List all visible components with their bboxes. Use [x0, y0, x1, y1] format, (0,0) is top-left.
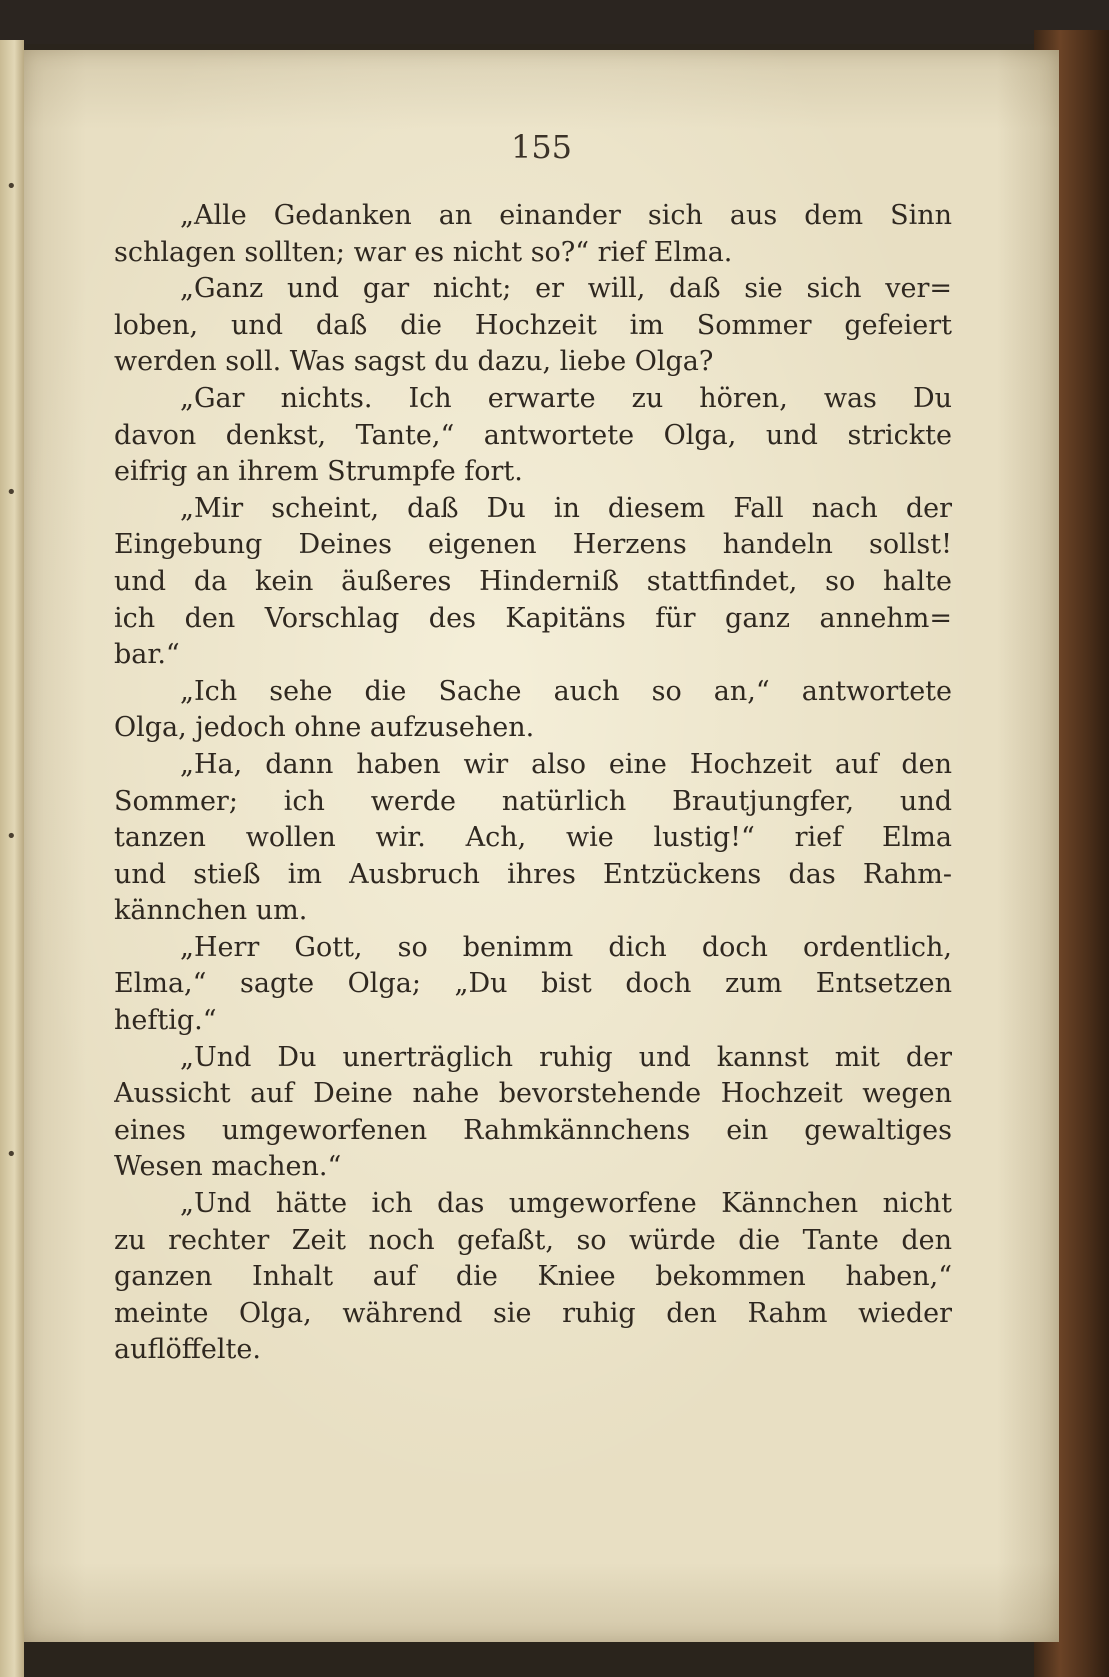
text-line: „Und hätte ich das umgeworfene Kännchen nicht — [180, 1188, 952, 1220]
text-line: werden soll. Was sagst du dazu, liebe Olga? — [114, 346, 714, 378]
page-text-block — [114, 198, 952, 1369]
text-line: zu rechter Zeit noch gefaßt, so würde die Tante den — [114, 1224, 952, 1256]
margin-mark: • — [6, 482, 17, 503]
text-line: und stieß im Ausbruch ihres Entzückens das Rahm- — [114, 858, 952, 890]
page-stack-left-edge — [0, 40, 24, 1677]
text-line: „Und Du unerträglich ruhig und kannst mit der — [180, 1041, 952, 1073]
text-line: „Ich sehe die Sache auch so an,“ antwortete — [180, 675, 952, 707]
text-line: Elma,“ sagte Olga; „Du bist doch zum Entsetzen — [114, 968, 952, 1000]
book-page — [24, 50, 1059, 1642]
text-line: heftig.“ — [114, 1005, 217, 1037]
text-line: „Ganz und gar nicht; er will, daß sie sich ver= — [180, 273, 952, 305]
text-line: Aussicht auf Deine nahe bevorstehende Hochzeit wegen — [114, 1078, 952, 1110]
text-line: „Ha, dann haben wir also eine Hochzeit auf den — [180, 748, 952, 780]
text-line: schlagen sollten; war es nicht so?“ rief Elma. — [114, 236, 733, 268]
text-line: Olga, jedoch ohne aufzusehen. — [114, 712, 535, 744]
text-line: und da kein äußeres Hinderniß stattfindet, so halte — [114, 565, 952, 597]
text-line: Wesen machen.“ — [114, 1151, 342, 1183]
text-line: „Alle Gedanken an einander sich aus dem Sinn — [180, 200, 952, 231]
text-line: eifrig an ihrem Strumpfe fort. — [114, 456, 523, 488]
text-line: auflöffelte. — [114, 1334, 261, 1366]
text-line: bar.“ — [114, 639, 180, 671]
text-line: tanzen wollen wir. Ach, wie lustig!“ rief Elma — [114, 822, 952, 854]
text-line: eines umgeworfenen Rahmkännchens ein gewaltiges — [114, 1114, 952, 1146]
text-line: „Mir scheint, daß Du in diesem Fall nach der — [180, 492, 952, 524]
text-line: Sommer; ich werde natürlich Brautjungfer, und — [114, 785, 952, 817]
margin-mark: • — [6, 1144, 17, 1165]
margin-mark: • — [6, 176, 17, 197]
text-line: davon denkst, Tante,“ antwortete Olga, und strickte — [114, 419, 952, 451]
text-line: meinte Olga, während sie ruhig den Rahm wieder — [114, 1297, 952, 1329]
text-line: „Gar nichts. Ich erwarte zu hören, was Du — [180, 382, 952, 414]
page-number: 155 — [510, 128, 573, 166]
text-line: kännchen um. — [114, 895, 308, 927]
scan-background-top — [0, 0, 1109, 44]
text-line: „Herr Gott, so benimm dich doch ordentlich, — [180, 931, 952, 963]
text-line: ich den Vorschlag des Kapitäns für ganz annehm= — [114, 602, 952, 634]
text-line: ganzen Inhalt auf die Kniee bekommen haben,“ — [114, 1261, 952, 1293]
margin-mark: • — [6, 826, 17, 847]
text-line: Eingebung Deines eigenen Herzens handeln sollst! — [114, 529, 952, 561]
text-line: loben, und daß die Hochzeit im Sommer gefeiert — [114, 309, 952, 341]
